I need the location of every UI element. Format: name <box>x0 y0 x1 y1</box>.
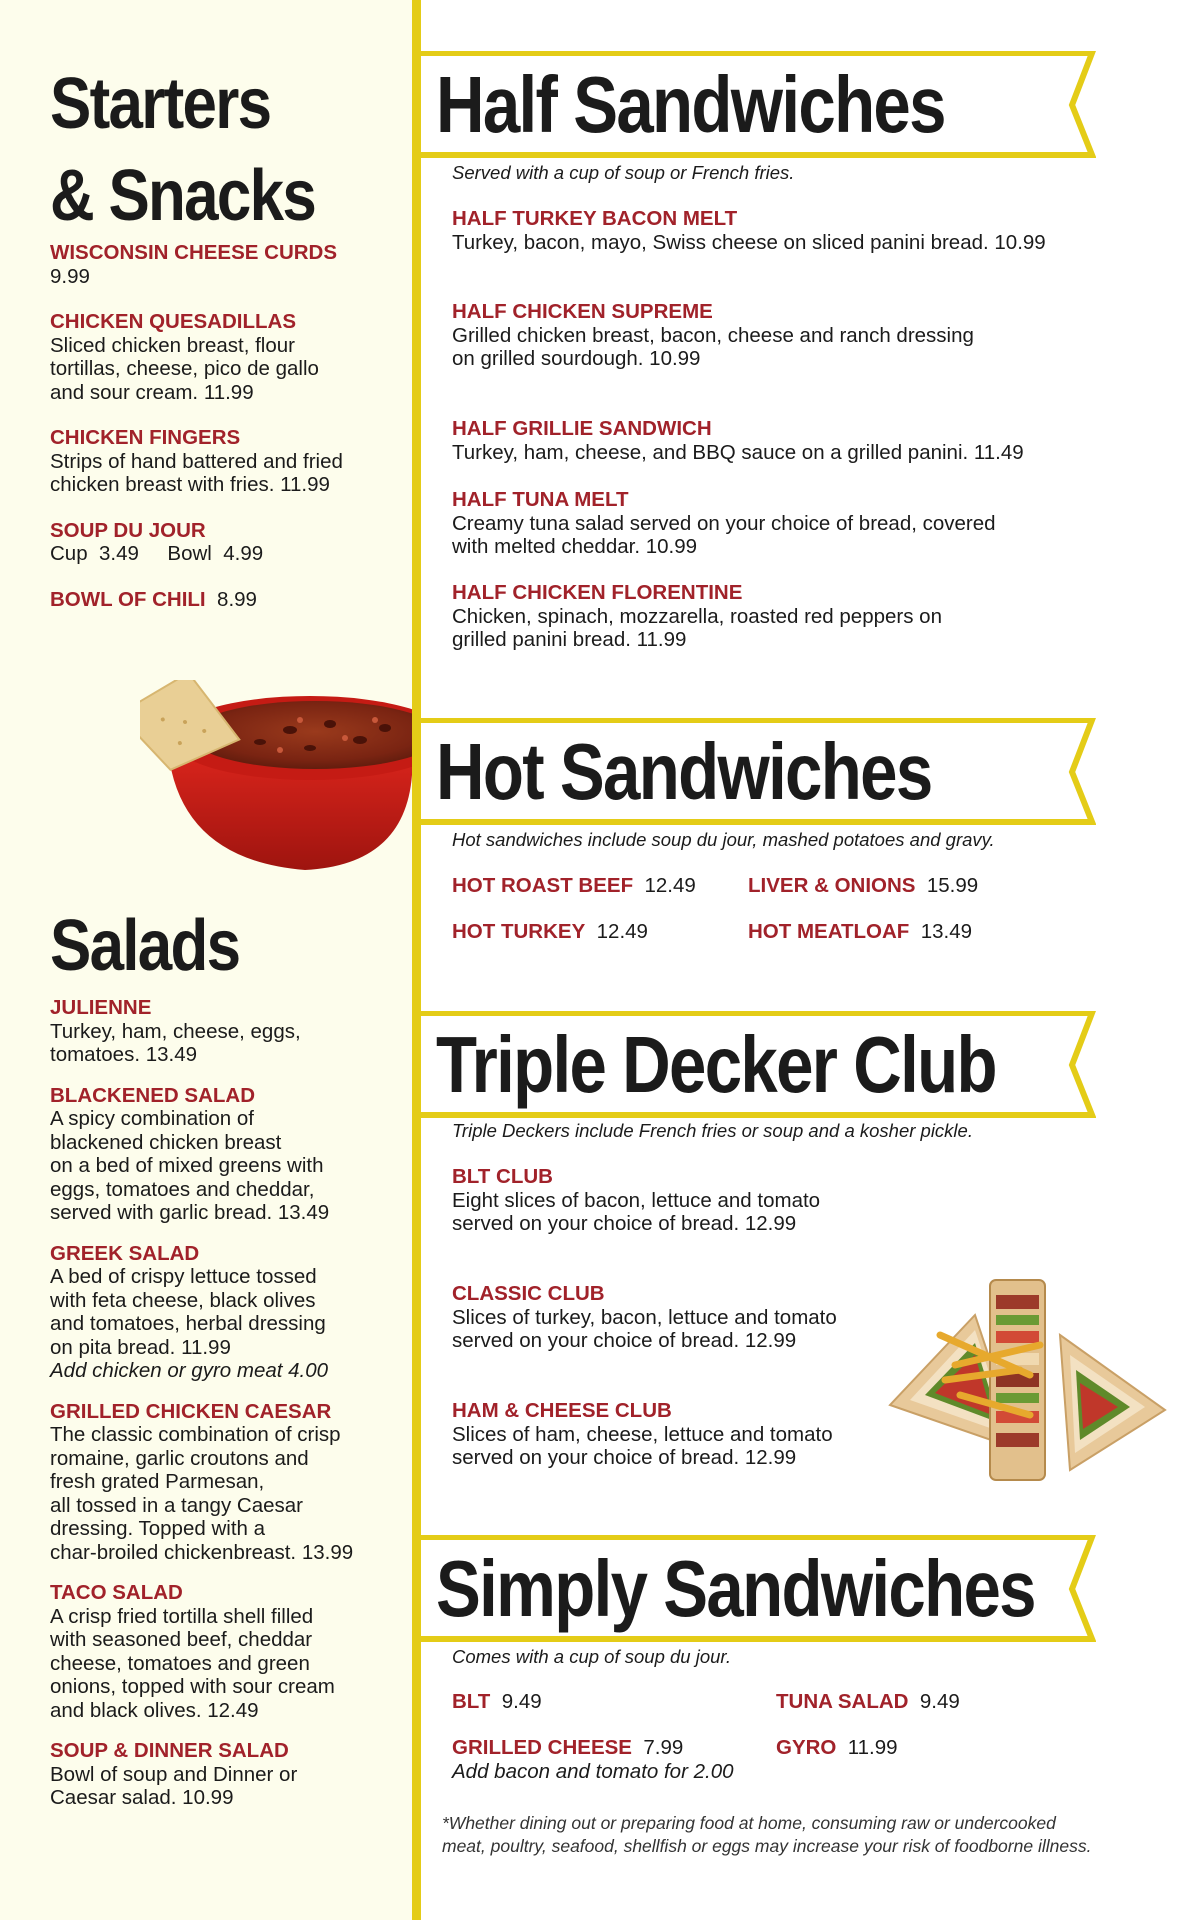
starters-section <box>50 58 400 242</box>
triple-subtitle: Triple Deckers include French fries or soup and a kosher pickle. <box>452 1120 973 1141</box>
item-desc-line: romaine, garlic croutons and <box>50 1446 309 1470</box>
item-price: 11.99 <box>847 1736 898 1759</box>
hot-sandwiches-title: Hot Sandwiches <box>436 727 932 816</box>
item-desc-line: served on your choice of bread. 12.99 <box>452 1446 797 1469</box>
salads-list <box>50 996 400 1810</box>
item-price: 7.99 <box>643 1736 684 1759</box>
item-desc-line: onions, topped with sour cream <box>50 1675 335 1698</box>
item-name: WISCONSIN CHEESE CURDS <box>50 241 338 264</box>
item-name: CHICKEN FINGERS <box>50 426 241 449</box>
item-name: CLASSIC CLUB <box>452 1282 605 1305</box>
item-price: 8.99 <box>217 587 257 611</box>
item-name: HALF TUNA MELT <box>452 488 629 511</box>
item-desc-line: blackened chicken breast <box>50 1130 282 1154</box>
item-desc-line: Eight slices of bacon, lettuce and tomato <box>452 1188 821 1212</box>
item-desc-line: Grilled chicken breast, bacon, cheese and ranch dressing <box>452 323 974 347</box>
item-price: 12.49 <box>596 920 648 943</box>
item-desc-line: and sour cream. 11.99 <box>50 380 254 404</box>
item-desc-line: tomatoes. 13.49 <box>50 1043 198 1066</box>
half-sandwiches-title: Half Sandwiches <box>436 60 945 149</box>
half-sandwiches-banner <box>421 51 1096 159</box>
menu-item-tuna-salad <box>776 1690 960 1714</box>
menu-item-hot-roast-beef <box>452 874 696 898</box>
menu-item-gyro <box>776 1736 898 1760</box>
item-name: GREEK SALAD <box>50 1241 200 1265</box>
item-desc-line: cheese, tomatoes and green <box>50 1651 310 1675</box>
menu-item-soup-dinner-salad <box>50 1739 400 1810</box>
item-name: HAM & CHEESE CLUB <box>452 1399 672 1422</box>
item-desc-line: and black olives. 12.49 <box>50 1698 259 1722</box>
menu-item-julienne <box>50 996 400 1067</box>
menu-item-cheese-curds <box>50 241 400 288</box>
item-desc-line: on grilled sourdough. 10.99 <box>452 347 701 370</box>
menu-item-hot-meatloaf <box>748 920 972 944</box>
item-name: HALF CHICKEN FLORENTINE <box>452 581 743 604</box>
item-desc-line: Slices of ham, cheese, lettuce and tomato <box>452 1422 833 1446</box>
half-subtitle: Served with a cup of soup or French fries. <box>452 162 795 183</box>
item-desc-line: on pita bread. 11.99 <box>50 1335 231 1359</box>
menu-item-liver-onions <box>748 874 978 898</box>
item-desc-line: tortillas, cheese, pico de gallo <box>50 357 319 380</box>
item-desc-line: Turkey, ham, cheese, eggs, <box>50 1019 301 1043</box>
item-name: BLT CLUB <box>452 1165 553 1188</box>
item-desc-line: A bed of crispy lettuce tossed <box>50 1265 317 1288</box>
item-desc-line: grilled panini bread. 11.99 <box>452 628 687 651</box>
item-desc-line: Sliced chicken breast, flour <box>50 333 295 357</box>
chili-bowl-image <box>140 680 412 875</box>
item-desc-line: Caesar salad. 10.99 <box>50 1786 234 1809</box>
menu-item-half-chicken-florentine <box>452 581 1102 652</box>
menu-item-chicken-fingers <box>50 426 400 497</box>
simply-sandwiches-title: Simply Sandwiches <box>436 1544 1035 1633</box>
item-desc-line: with seasoned beef, cheddar <box>50 1628 313 1651</box>
menu-item-half-tuna-melt <box>452 488 1102 559</box>
item-name: HOT MEATLOAF <box>748 920 910 943</box>
menu-item-blt <box>452 1690 542 1714</box>
salads-title: Salads <box>50 906 240 986</box>
disclaimer-line: meat, poultry, seafood, shellfish or eggs may increase your risk of foodborne illness. <box>442 1836 1092 1856</box>
menu-item-taco-salad <box>50 1581 400 1722</box>
hot-subtitle: Hot sandwiches include soup du jour, mashed potatoes and gravy. <box>452 829 995 850</box>
menu-item-half-grillie-sandwich <box>452 417 1102 464</box>
item-name: HALF GRILLIE SANDWICH <box>452 417 712 440</box>
simply-sandwiches-banner <box>421 1535 1096 1643</box>
menu-item-grilled-chicken-caesar <box>50 1400 400 1565</box>
menu-item-blt-club <box>452 1165 1102 1236</box>
item-desc-line: on a bed of mixed greens with <box>50 1154 324 1177</box>
item-name: BOWL OF CHILI <box>50 587 206 611</box>
item-name: GRILLED CHICKEN CAESAR <box>50 1399 332 1423</box>
item-desc-line: and tomatoes, herbal dressing <box>50 1312 326 1335</box>
yellow-divider <box>412 0 421 1920</box>
item-name: HALF TURKEY BACON MELT <box>452 207 738 230</box>
menu-item-half-chicken-supreme <box>452 300 1102 371</box>
item-name: HOT ROAST BEEF <box>452 874 634 897</box>
item-name: CHICKEN QUESADILLAS <box>50 310 297 333</box>
item-price: 9.49 <box>501 1690 542 1713</box>
bowl-price: 4.99 <box>223 542 264 565</box>
disclaimer-line: *Whether dining out or preparing food at home, consuming raw or undercooked <box>442 1813 1056 1833</box>
food-safety-disclaimer <box>442 1812 1142 1858</box>
item-desc-line: dressing. Topped with a <box>50 1517 266 1540</box>
item-name: LIVER & ONIONS <box>748 874 916 897</box>
menu-item-blackened-salad <box>50 1084 400 1225</box>
item-desc-line: Chicken, spinach, mozzarella, roasted red peppers on <box>452 604 942 628</box>
item-desc-line: A crisp fried tortilla shell filled <box>50 1604 314 1628</box>
menu-item-hot-turkey <box>452 920 648 944</box>
item-desc-line: all tossed in a tangy Caesar <box>50 1493 303 1517</box>
item-desc-line: served on your choice of bread. 12.99 <box>452 1329 797 1352</box>
triple-decker-title: Triple Decker Club <box>436 1020 996 1109</box>
club-sandwich-image <box>880 1275 1170 1490</box>
simply-subtitle: Comes with a cup of soup du jour. <box>452 1646 732 1667</box>
item-desc-line: Creamy tuna salad served on your choice of bread, covered <box>452 511 996 535</box>
item-desc-line: served with garlic bread. 13.49 <box>50 1201 330 1224</box>
item-desc-line: with melted cheddar. 10.99 <box>452 535 698 558</box>
item-desc-line: fresh grated Parmesan, <box>50 1470 265 1493</box>
item-desc-line: with feta cheese, black olives <box>50 1288 316 1312</box>
cup-label: Cup <box>50 542 88 565</box>
item-desc-line: eggs, tomatoes and cheddar, <box>50 1177 315 1201</box>
item-desc-line: Slices of turkey, bacon, lettuce and tomato <box>452 1305 837 1329</box>
item-desc-line: The classic combination of crisp <box>50 1423 341 1446</box>
item-note: Add chicken or gyro meat 4.00 <box>50 1359 329 1382</box>
item-name: SOUP & DINNER SALAD <box>50 1739 289 1762</box>
item-name: GRILLED CHEESE <box>452 1736 632 1759</box>
item-desc-line: Strips of hand battered and fried <box>50 449 343 473</box>
item-desc-line: A spicy combination of <box>50 1107 254 1130</box>
menu-item-half-turkey-bacon-melt <box>452 207 1102 254</box>
menu-item-grilled-cheese <box>452 1736 734 1784</box>
item-price: 15.99 <box>926 874 979 897</box>
item-price: 13.49 <box>920 920 973 943</box>
item-desc-line: served on your choice of bread. 12.99 <box>452 1212 797 1235</box>
triple-decker-banner <box>421 1011 1096 1119</box>
menu-item-greek-salad <box>50 1242 400 1383</box>
item-name: TACO SALAD <box>50 1581 183 1604</box>
item-name: BLT <box>452 1690 491 1713</box>
item-price: 9.99 <box>50 264 90 288</box>
cup-price: 3.49 <box>99 542 139 565</box>
item-name: HALF CHICKEN SUPREME <box>452 300 713 323</box>
menu-item-soup-du-jour <box>50 519 400 566</box>
salads-section <box>50 900 400 992</box>
item-desc-line: Turkey, bacon, mayo, Swiss cheese on sliced panini bread. 10.99 <box>452 230 1046 254</box>
item-desc-line: char-broiled chickenbreast. 13.99 <box>50 1540 354 1564</box>
item-name: TUNA SALAD <box>776 1690 909 1713</box>
starters-list <box>50 241 400 611</box>
hot-sandwiches-banner <box>421 718 1096 826</box>
starters-title-line1: Starters <box>50 64 271 144</box>
item-name: GYRO <box>776 1736 837 1759</box>
item-price: 12.49 <box>644 874 696 897</box>
item-desc-line: Bowl of soup and Dinner or <box>50 1762 298 1786</box>
item-desc-line: chicken breast with fries. 11.99 <box>50 473 330 496</box>
item-name: HOT TURKEY <box>452 920 586 943</box>
bowl-label: Bowl <box>167 542 212 565</box>
item-desc-line: Turkey, ham, cheese, and BBQ sauce on a grilled panini. 11.49 <box>452 440 1024 464</box>
menu-item-bowl-of-chili <box>50 588 400 612</box>
item-name: JULIENNE <box>50 996 152 1019</box>
item-price: 9.49 <box>919 1690 960 1713</box>
menu-item-chicken-quesadillas <box>50 310 400 404</box>
starters-title-line2: & Snacks <box>50 156 316 236</box>
soup-prices <box>50 542 400 566</box>
item-name: BLACKENED SALAD <box>50 1083 255 1107</box>
item-name: SOUP DU JOUR <box>50 518 206 542</box>
item-note: Add bacon and tomato for 2.00 <box>452 1760 734 1783</box>
